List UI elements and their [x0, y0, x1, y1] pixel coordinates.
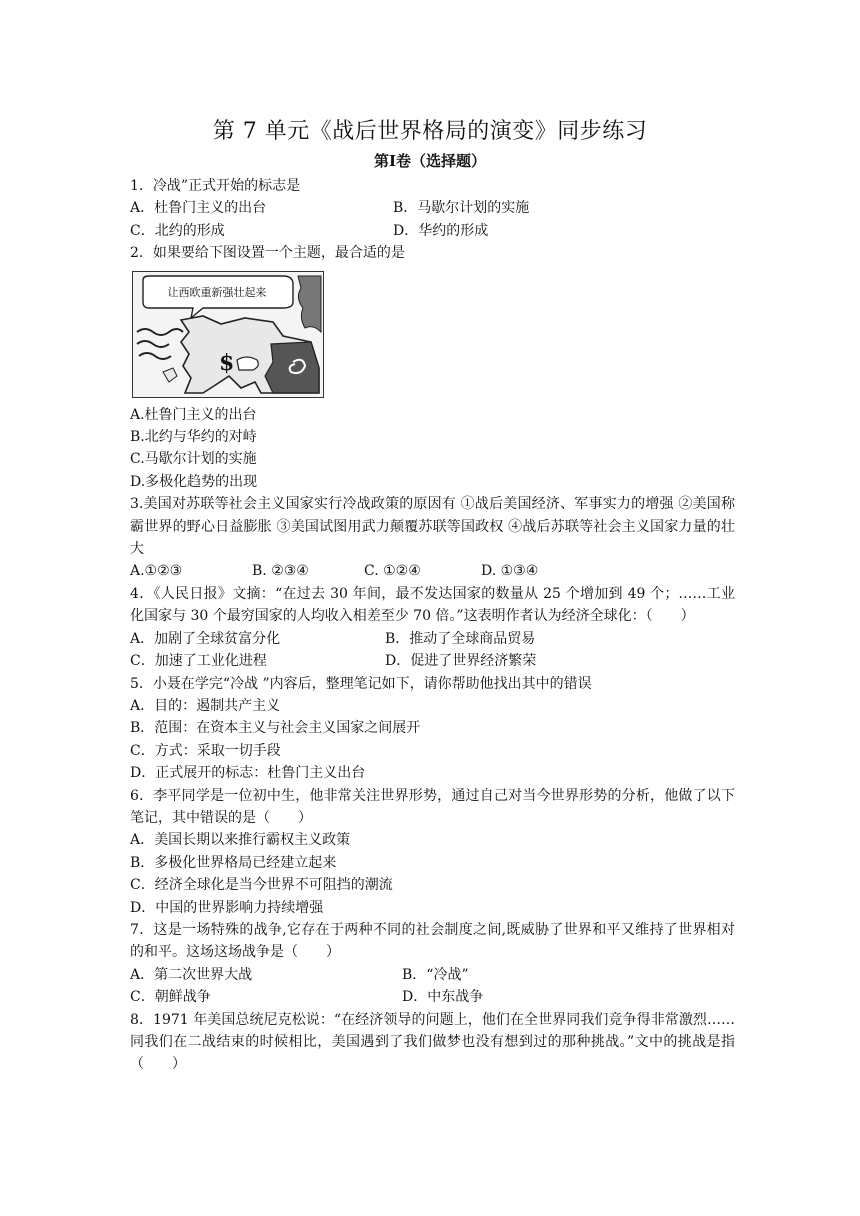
option-a: A.①②③ — [130, 563, 183, 580]
dollar-symbol: $ — [219, 349, 235, 376]
option-a: A．加剧了全球贫富分化 — [130, 630, 281, 647]
question-5 — [130, 673, 735, 785]
option-b: B．马歇尔计划的实施 — [393, 200, 530, 217]
option-d: D．中国的世界影响力持续增强 — [130, 899, 324, 916]
option-a: A.杜鲁门主义的出台 — [130, 406, 257, 423]
option-a: A．目的：遏制共产主义 — [130, 697, 281, 714]
question-3 — [130, 493, 735, 583]
option-c: C.马歇尔计划的实施 — [130, 451, 257, 468]
question-7 — [130, 919, 735, 1009]
option-a: A．杜鲁门主义的出台 — [130, 200, 267, 217]
question-stem: 3.美国对苏联等社会主义国家实行冷战政策的原因有 ①战后美国经济、军事实力的增强 ②美国称霸世界的野心日益膨胀 ③美国试图用武力颠覆苏联等国政权 ④战后苏联等社会主义国家力量的壮大 — [130, 496, 735, 558]
question-stem: 1．冷战”正式开始的标志是 — [130, 178, 301, 194]
option-d: D. ①③④ — [481, 563, 539, 580]
option-d: D．中东战争 — [402, 989, 484, 1006]
question-stem: 8．1971 年美国总统尼克松说：“在经济领导的问题上，他们在全世界同我们竞争得非常激烈……同我们在二战结束的时候相比，美国遇到了我们做梦也没有想到过的那种挑战。”文中的挑战是指（ ） — [130, 1011, 735, 1073]
question-list — [130, 175, 735, 1076]
question-stem: 2．如果要给下图设置一个主题，最合适的是 — [130, 245, 405, 262]
question-stem: 5．小聂在学完“冷战 ”内容后，整理笔记如下，请你帮助他找出其中的错误 — [130, 675, 592, 692]
option-d: D．促进了世界经济繁荣 — [385, 653, 537, 670]
question-stem: 6．李平同学是一位初中生，他非常关注世界形势，通过自己对当今世界形势的分析，他做了以下笔记，其中错误的是（ ） — [130, 787, 735, 826]
option-a: A．美国长期以来推行霸权主义政策 — [130, 832, 351, 849]
cartoon-caption: 让西欧重新强壮起来 — [167, 285, 267, 299]
option-c: C．北约的形成 — [130, 222, 225, 239]
option-d: D．正式展开的标志：杜鲁门主义出台 — [130, 765, 366, 782]
question-2 — [130, 242, 735, 493]
option-c: C．经济全球化是当今世界不可阻挡的潮流 — [130, 877, 393, 894]
option-b: B. ②③④ — [252, 563, 309, 580]
question-6 — [130, 785, 735, 919]
question-4 — [130, 583, 735, 673]
option-c: C．朝鲜战争 — [130, 989, 211, 1006]
section-heading: 第Ⅰ卷（选择题） — [373, 152, 487, 170]
option-b: B．“冷战” — [402, 966, 469, 983]
option-b: B．范围：在资本主义与社会主义国家之间展开 — [130, 720, 421, 737]
option-a: A．第二次世界大战 — [130, 966, 253, 983]
option-c: C．加速了工业化进程 — [130, 653, 267, 670]
option-b: B．推动了全球商品贸易 — [385, 630, 536, 647]
option-b: B.北约与华约的对峙 — [130, 429, 257, 446]
option-d: D．华约的形成 — [393, 222, 489, 239]
option-b: B．多极化世界格局已经建立起来 — [130, 854, 337, 871]
question-stem: 4．《人民日报》文摘：“在过去 30 年间，最不发达国家的数量从 25 个增加到 49 个；……工业化国家与 30 个最穷国家的人均收入相差至少 70 倍。”这表明作者认为经济全球化：（ ） — [130, 585, 735, 625]
marshall-plan-cartoon — [132, 271, 324, 398]
option-d: D.多极化趋势的出现 — [130, 473, 258, 490]
page-title: 第 7 单元《战后世界格局的演变》同步练习 — [212, 119, 648, 144]
question-1 — [130, 175, 735, 242]
option-c: C. ①②④ — [364, 563, 421, 580]
question-8 — [130, 1009, 735, 1076]
question-stem: 7．这是一场特殊的战争,它存在于两种不同的社会制度之间,既威胁了世界和平又维持了世界相对的和平。这场这场战争是（ ） — [130, 921, 735, 961]
option-c: C．方式：采取一切手段 — [130, 742, 281, 759]
